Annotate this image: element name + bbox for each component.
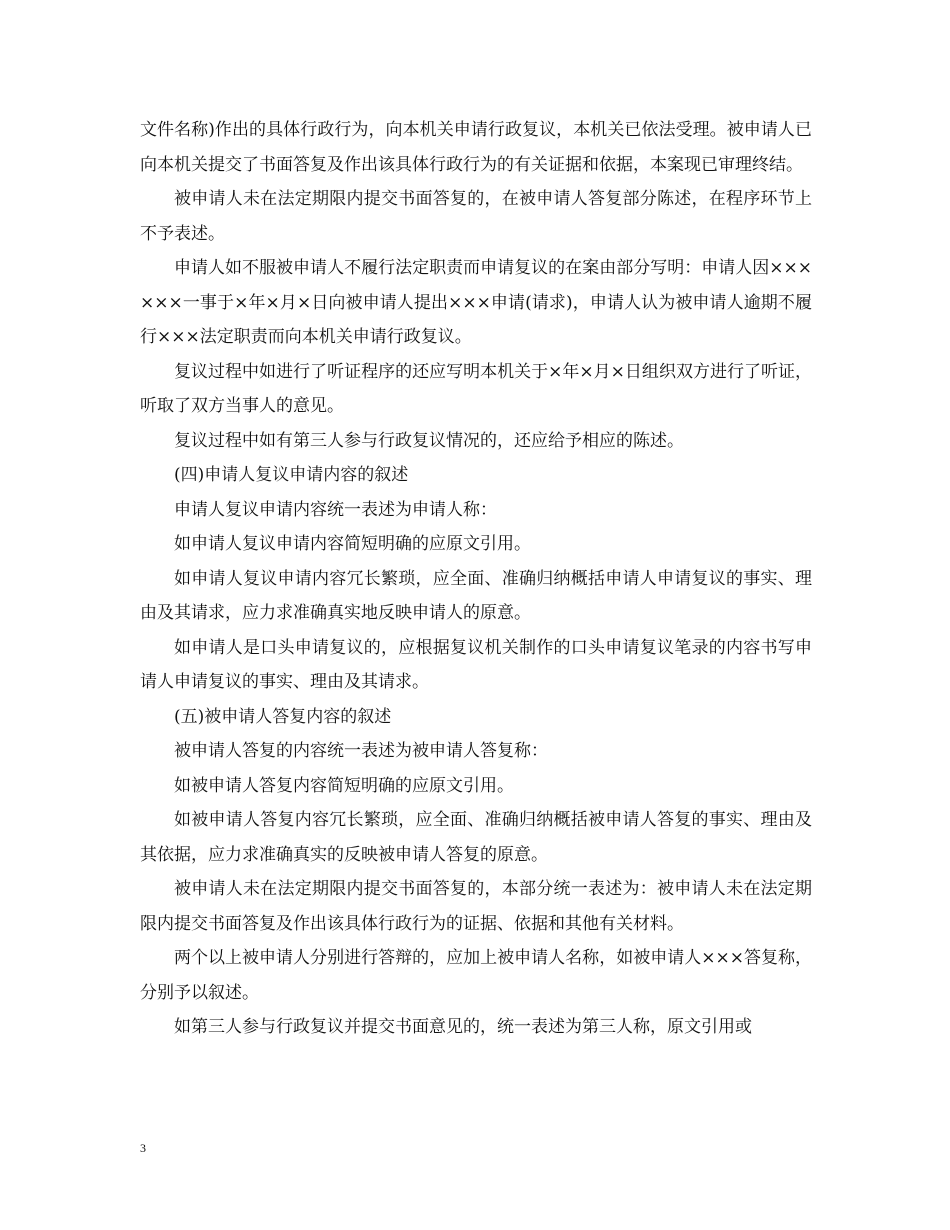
paragraph-1: 文件名称)作出的具体行政行为，向本机关申请行政复议，本机关已依法受理。被申请人已向本机关提交了书面答复及作出该具体行政行为的有关证据和依据，本案现已审理终结。 [140, 120, 812, 175]
document-body [140, 113, 812, 1045]
paragraph-4: 复议过程中如进行了听证程序的还应写明本机关于×年×月×日组织双方进行了听证，听取了双方当事人的意见。 [140, 361, 812, 416]
section-heading-4: (四)申请人复议申请内容的叙述 [174, 465, 409, 485]
paragraph-16: 两个以上被申请人分别进行答辩的，应加上被申请人名称，如被申请人×××答复称，分别予以叙述。 [140, 948, 812, 1003]
paragraph-8: 如申请人复议申请内容简短明确的应原文引用。 [174, 534, 531, 554]
paragraph-15: 被申请人未在法定期限内提交书面答复的，本部分统一表述为：被申请人未在法定期限内提交书面答复及作出该具体行政行为的证据、依据和其他有关材料。 [140, 879, 812, 934]
page-number: 3 [140, 1141, 146, 1155]
paragraph-10: 如申请人是口头申请复议的，应根据复议机关制作的口头申请复议笔录的内容书写申请人申请复议的事实、理由及其请求。 [140, 637, 812, 692]
paragraph-3: 申请人如不服被申请人不履行法定职责而申请复议的在案由部分写明：申请人因××××××一事于×年×月×日向被申请人提出×××申请(请求)，申请人认为被申请人逾期不履行×××法定职责而向本机关申请行政复议。 [140, 258, 812, 347]
paragraph-5: 复议过程中如有第三人参与行政复议情况的，还应给予相应的陈述。 [174, 430, 684, 451]
paragraph-12: 被申请人答复的内容统一表述为被申请人答复称： [174, 741, 548, 761]
section-heading-5: (五)被申请人答复内容的叙述 [174, 706, 392, 727]
paragraph-2: 被申请人未在法定期限内提交书面答复的，在被申请人答复部分陈述，在程序环节上不予表述。 [140, 189, 812, 244]
paragraph-13: 如被申请人答复内容简短明确的应原文引用。 [174, 775, 514, 796]
paragraph-9: 如申请人复议申请内容冗长繁琐，应全面、准确归纳概括申请人申请复议的事实、理由及其请求，应力求准确真实地反映申请人的原意。 [140, 568, 812, 623]
paragraph-17: 如第三人参与行政复议并提交书面意见的，统一表述为第三人称，原文引用或 [174, 1017, 752, 1037]
paragraph-7: 申请人复议申请内容统一表述为申请人称： [174, 499, 497, 520]
paragraph-14: 如被申请人答复内容冗长繁琐，应全面、准确归纳概括被申请人答复的事实、理由及其依据，应力求准确真实的反映被申请人答复的原意。 [140, 810, 812, 865]
